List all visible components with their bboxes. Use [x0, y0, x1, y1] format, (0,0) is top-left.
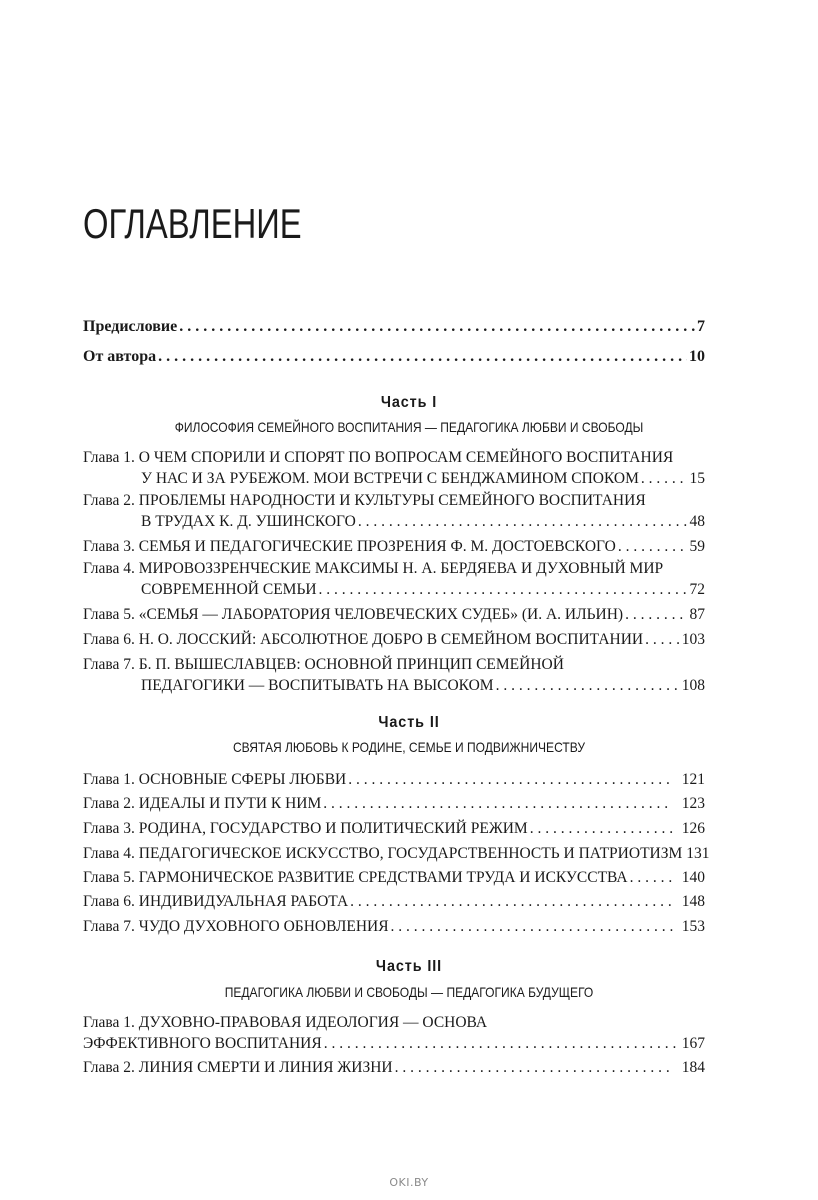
part-1-title: ФИЛОСОФИЯ СЕМЕЙНОГО ВОСПИТАНИЯ — ПЕДАГОГИКА ЛЮБВИ И СВОБОДЫ	[174, 419, 644, 435]
entry-label: Глава 6. Н. О. ЛОССКИЙ: АБСОЛЮТНОЕ ДОБРО В СЕМЕЙНОМ ВОСПИТАНИИ	[83, 631, 644, 648]
entry-label: Глава 2. ЛИНИЯ СМЕРТИ И ЛИНИЯ ЖИЗНИ	[83, 1059, 393, 1076]
toc-entry-from-author[interactable]	[83, 346, 705, 367]
entry-label-continued: ЭФФЕКТИВНОГО ВОСПИТАНИЯ	[83, 1035, 322, 1052]
entry-label-continued: У НАС И ЗА РУБЕЖОМ. МОИ ВСТРЕЧИ С БЕНДЖАМИНОМ СПОКОМ	[141, 470, 639, 487]
toc-entry-part2-ch4[interactable]	[83, 843, 710, 864]
toc-entry-part2-ch3[interactable]	[83, 818, 705, 839]
part-1-label: Часть I	[380, 394, 438, 411]
leader-dots	[641, 468, 688, 489]
leader-dots	[530, 818, 673, 839]
entry-page: 103	[681, 631, 705, 648]
leader-dots	[323, 793, 673, 814]
leader-dots	[618, 536, 688, 557]
leader-dots	[158, 346, 687, 367]
toc-entry-part2-ch7[interactable]	[83, 916, 705, 937]
toc-entry-part2-ch1[interactable]	[83, 769, 705, 790]
toc-entry-part3-ch1[interactable]	[83, 1012, 705, 1054]
entry-page: 59	[689, 538, 705, 555]
toc-entry-part1-ch1[interactable]	[83, 447, 705, 489]
entry-page: 15	[689, 470, 705, 487]
entry-label: Глава 7. Б. П. ВЫШЕСЛАВЦЕВ: ОСНОВНОЙ ПРИНЦИП СЕМЕЙНОЙ	[83, 656, 564, 673]
entry-page: 126	[681, 820, 705, 837]
leader-dots	[625, 604, 687, 625]
entry-label: Глава 3. СЕМЬЯ И ПЕДАГОГИЧЕСКИЕ ПРОЗРЕНИЯ Ф. М. ДОСТОЕВСКОГО	[83, 538, 616, 555]
entry-page: 123	[681, 795, 705, 812]
page-title: ОГЛАВЛЕНИЕ	[83, 200, 302, 247]
part-2-label: Часть II	[378, 714, 440, 731]
toc-entry-preface[interactable]	[83, 316, 705, 337]
entry-label: Глава 6. ИНДИВИДУАЛЬНАЯ РАБОТА	[83, 893, 349, 910]
entry-page: 7	[697, 318, 705, 335]
leader-dots	[391, 916, 673, 937]
entry-label: Глава 5. ГАРМОНИЧЕСКОЕ РАЗВИТИЕ СРЕДСТВАМИ ТРУДА И ИСКУССТВА	[83, 869, 628, 886]
entry-label-continued: ПЕДАГОГИКИ — ВОСПИТЫВАТЬ НА ВЫСОКОМ	[141, 677, 494, 694]
leader-dots	[496, 675, 680, 696]
entry-page: 184	[681, 1059, 705, 1076]
entry-page: 153	[681, 918, 705, 935]
entry-page: 140	[681, 869, 705, 886]
entry-label: Глава 4. ПЕДАГОГИЧЕСКОЕ ИСКУССТВО, ГОСУДАРСТВЕННОСТЬ И ПАТРИОТИЗМ	[83, 845, 683, 862]
leader-dots	[395, 1057, 673, 1078]
entry-label: Глава 1. ДУХОВНО-ПРАВОВАЯ ИДЕОЛОГИЯ — ОСНОВА	[83, 1014, 488, 1031]
entry-label-continued: В ТРУДАХ К. Д. УШИНСКОГО	[141, 513, 356, 530]
entry-label: Глава 1. ОСНОВНЫЕ СФЕРЫ ЛЮБВИ	[83, 771, 347, 788]
entry-label: Глава 2. ПРОБЛЕМЫ НАРОДНОСТИ И КУЛЬТУРЫ СЕМЕЙНОГО ВОСПИТАНИЯ	[83, 492, 646, 509]
entry-label: Глава 2. ИДЕАЛЫ И ПУТИ К НИМ	[83, 795, 322, 812]
toc-entry-part2-ch2[interactable]	[83, 793, 705, 814]
entry-page: 10	[689, 348, 705, 365]
entry-page: 131	[686, 845, 710, 862]
entry-page: 108	[681, 677, 705, 694]
entry-label: Глава 7. ЧУДО ДУХОВНОГО ОБНОВЛЕНИЯ	[83, 918, 389, 935]
toc-entry-part2-ch5[interactable]	[83, 867, 705, 888]
entry-label: Глава 3. РОДИНА, ГОСУДАРСТВО И ПОЛИТИЧЕСКИЙ РЕЖИМ	[83, 820, 528, 837]
leader-dots	[179, 316, 695, 337]
leader-dots	[324, 1033, 680, 1054]
entry-page: 48	[689, 513, 705, 530]
leader-dots	[350, 891, 673, 912]
leader-dots	[348, 769, 673, 790]
entry-page: 148	[681, 893, 705, 910]
watermark: OKI.BY	[389, 1176, 429, 1189]
toc-entry-part1-ch7[interactable]	[83, 654, 705, 696]
leader-dots	[358, 511, 688, 532]
toc-entry-part3-ch2[interactable]	[83, 1057, 705, 1078]
entry-page: 72	[689, 581, 705, 598]
toc-entry-part1-ch3[interactable]	[83, 536, 705, 557]
entry-page: 87	[689, 606, 705, 623]
leader-dots	[645, 629, 680, 650]
entry-page: 167	[681, 1035, 705, 1052]
entry-label: Глава 1. О ЧЕМ СПОРИЛИ И СПОРЯТ ПО ВОПРОСАМ СЕМЕЙНОГО ВОСПИТАНИЯ	[83, 449, 674, 466]
leader-dots	[630, 867, 673, 888]
entry-label: От автора	[83, 348, 157, 365]
toc-entry-part1-ch5[interactable]	[83, 604, 705, 625]
entry-label: Глава 4. МИРОВОЗЗРЕНЧЕСКИЕ МАКСИМЫ Н. А. БЕРДЯЕВА И ДУХОВНЫЙ МИР	[83, 560, 664, 577]
entry-label-continued: СОВРЕМЕННОЙ СЕМЬИ	[141, 581, 317, 598]
entry-label: Глава 5. «СЕМЬЯ — ЛАБОРАТОРИЯ ЧЕЛОВЕЧЕСКИХ СУДЕБ» (И. А. ИЛЬИН)	[83, 606, 624, 623]
part-3-label: Часть III	[375, 958, 443, 975]
toc-entry-part1-ch2[interactable]	[83, 490, 705, 532]
toc-entry-part1-ch4[interactable]	[83, 558, 705, 600]
entry-label: Предисловие	[83, 318, 178, 335]
toc-entry-part1-ch6[interactable]	[83, 629, 705, 650]
part-3-title: ПЕДАГОГИКА ЛЮБВИ И СВОБОДЫ — ПЕДАГОГИКА БУДУЩЕГО	[224, 984, 594, 1000]
part-2-title: СВЯТАЯ ЛЮБОВЬ К РОДИНЕ, СЕМЬЕ И ПОДВИЖНИЧЕСТВУ	[232, 739, 586, 755]
toc-entry-part2-ch6[interactable]	[83, 891, 705, 912]
leader-dots	[319, 579, 688, 600]
entry-page: 121	[681, 771, 705, 788]
